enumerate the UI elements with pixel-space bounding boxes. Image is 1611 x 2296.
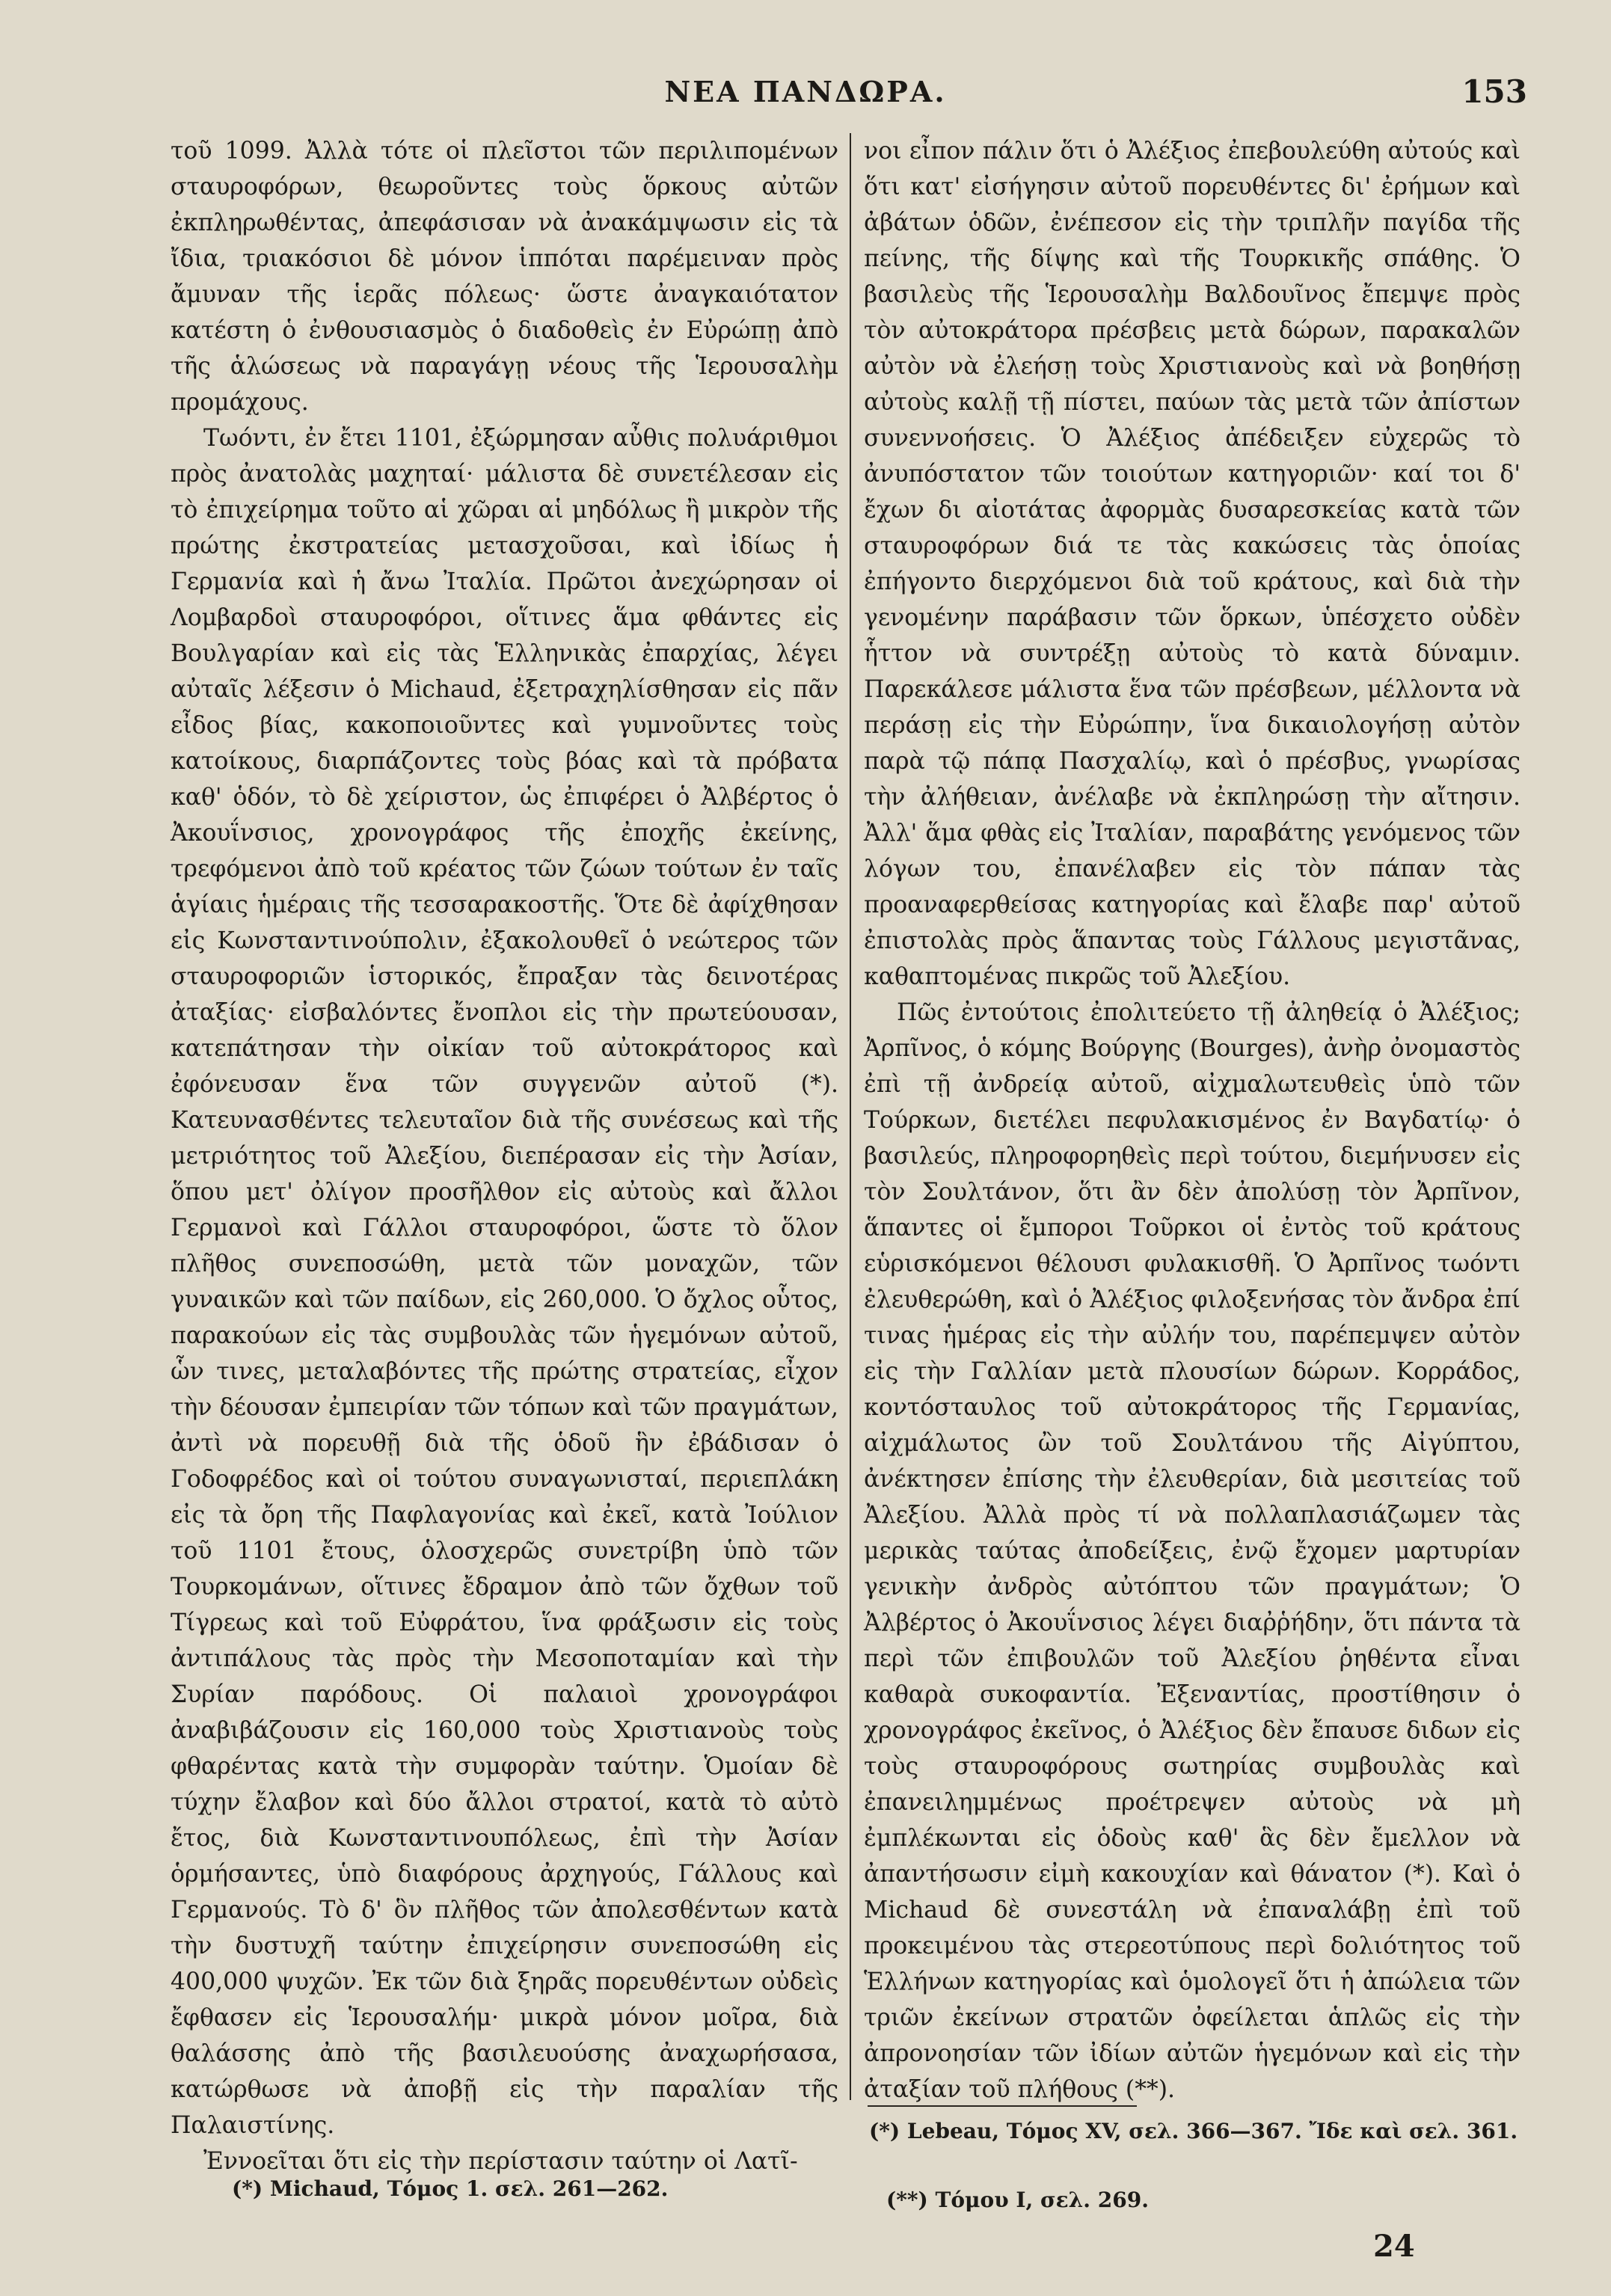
footnote-left: (*) Michaud, Τόμος 1. σελ. 261—262.: [232, 2176, 669, 2201]
signature-mark: 24: [1373, 2229, 1415, 2264]
left-column: [171, 133, 838, 2175]
paragraph: Ἐννοεῖται ὅτι εἰς τὴν περίστασιν ταύτην οἱ Λατῖ-: [203, 2148, 798, 2175]
right-column: [864, 133, 1521, 2103]
running-head: ΝΕΑ ΠΑΝΔΩΡΑ.: [664, 75, 947, 108]
footnote-divider: [868, 2105, 1137, 2107]
paragraph: Τωόντι, ἐν ἔτει 1101, ἐξώρμησαν αὖθις πολυάριθμοι πρὸς ἀνατολὰς μαχηταί· μάλιστα δὲ συνετέλεσαν εἰς τὸ ἐπιχείρημα τοῦτο αἱ χῶραι αἱ μηδόλως ἢ μικρὸν τῆς πρώτης ἐκστρατείας μετασχοῦσαι, καὶ ἰδίως ἡ Γερμανία καὶ ἡ ἄνω Ἰταλία. Πρῶτοι ἀνεχώρησαν οἱ Λομβαρδοὶ σταυροφόροι, οἵτινες ἅμα φθάντες εἰς Βουλγαρίαν καὶ εἰς τὰς Ἑλληνικὰς ἐπαρχίας, λέγει αὐταῖς λέξεσιν ὁ Michaud, ἐξετραχηλίσθησαν εἰς πᾶν εἶδος βίας, κακοποιοῦντες καὶ γυμνοῦντες τοὺς κατοίκους, διαρπάζοντες τοὺς βόας καὶ τὰ πρόβατα καθ' ὁδόν, τὸ δὲ χείριστον, ὡς ἐπιφέρει ὁ Ἀλβέρτος ὁ Ἀκουΐνσιος, χρονογράφος τῆς ἐποχῆς ἐκείνης, τρεφόμενοι ἀπὸ τοῦ κρέατος τῶν ζώων τούτων ἐν ταῖς ἁγίαις ἡμέραις τῆς τεσσαρακοστῆς. Ὅτε δὲ ἀφίχθησαν εἰς Κωνσταντινούπολιν, ἐξακολουθεῖ ὁ νεώτερος τῶν σταυροφοριῶν ἱστορικός, ἔπραξαν τὰς δεινοτέρας ἀταξίας· εἰσβαλόντες ἔνοπλοι εἰς τὴν πρωτεύουσαν, κατεπάτησαν τὴν οἰκίαν τοῦ αὐτοκράτορος καὶ ἐφόνευσαν ἕνα τῶν συγγενῶν αὐτοῦ (*). Κατευνασθέντες τελευταῖον διὰ τῆς συνέσεως καὶ τῆς μετριότητος τοῦ Ἀλεξίου, διεπέρασαν εἰς τὴν Ἀσίαν, ὅπου μετ' ὀλίγον προσῆλθον εἰς αὐτοὺς καὶ ἄλλοι Γερμανοὶ καὶ Γάλλοι σταυροφόροι, ὥστε τὸ ὅλον πλῆθος συνεποσώθη, μετὰ τῶν μοναχῶν, τῶν γυναικῶν καὶ τῶν παίδων, εἰς 260,000. Ὁ ὄχλος οὗτος, παρακούων εἰς τὰς συμβουλὰς τῶν ἡγεμόνων αὐτοῦ, ὧν τινες, μεταλαβόντες τῆς πρώτης στρατείας, εἶχον τὴν δέουσαν ἐμπειρίαν τῶν τόπων καὶ τῶν πραγμάτων, ἀντὶ νὰ πορευθῇ διὰ τῆς ὁδοῦ ἣν ἐβάδισαν ὁ Γοδοφρέδος καὶ οἱ τούτου συναγωνισταί, περιεπλάκη εἰς τὰ ὄρη τῆς Παφλαγονίας καὶ ἐκεῖ, κατὰ Ἰούλιον τοῦ 1101 ἔτους, ὁλοσχερῶς συνετρίβη ὑπὸ τῶν Τουρκομάνων, οἵτινες ἔδραμον ἀπὸ τῶν ὄχθων τοῦ Τίγρεως καὶ τοῦ Εὐφράτου, ἵνα φράξωσιν εἰς τοὺς ἀντιπάλους τὰς πρὸς τὴν Μεσοποταμίαν καὶ τὴν Συρίαν παρόδους. Οἱ παλαιοὶ χρονογράφοι ἀναβιβάζουσιν εἰς 160,000 τοὺς Χριστιανοὺς τοὺς φθαρέντας κατὰ τὴν συμφορὰν ταύτην. Ὁμοίαν δὲ τύχην ἔλαβον καὶ δύο ἄλλοι στρατοί, κατὰ τὸ αὐτὸ ἔτος, διὰ Κωνσταντινουπόλεως, ἐπὶ τὴν Ἀσίαν ὁρμήσαντες, ὑπὸ διαφόρους ἀρχηγούς, Γάλλους καὶ Γερμανούς. Τὸ δ' ὃν πλῆθος τῶν ἀπολεσθέντων κατὰ τὴν δυστυχῆ ταύτην ἐπιχείρησιν συνεποσώθη εἰς 400,000 ψυχῶν. Ἐκ τῶν διὰ ξηρᾶς πορευθέντων οὐδεὶς ἔφθασεν εἰς Ἱερουσαλήμ· μικρὰ μόνον μοῖρα, διὰ θαλάσσης ἀπὸ τῆς βασιλευούσης ἀναχωρήσασα, κατώρθωσε νὰ ἀποβῇ εἰς τὴν παραλίαν τῆς Παλαιστίνης.: [171, 425, 838, 2139]
paragraph: νοι εἶπον πάλιν ὅτι ὁ Ἀλέξιος ἐπεβουλεύθη αὐτούς καὶ ὅτι κατ' εἰσήγησιν αὐτοῦ πορευθέντες δι' ἐρήμων καὶ ἀβάτων ὁδῶν, ἐνέπεσον εἰς τὴν τριπλῆν παγίδα τῆς πείνης, τῆς δίψης καὶ τῆς Τουρκικῆς σπάθης. Ὁ βασιλεὺς τῆς Ἱερουσαλὴμ Βαλδουῖνος ἔπεμψε πρὸς τὸν αὐτοκράτορα πρέσβεις μετὰ δώρων, παρακαλῶν αὐτὸν νὰ ἐλεήσῃ τοὺς Χριστιανοὺς καὶ νὰ βοηθήσῃ αὐτοὺς καλῇ τῇ πίστει, παύων τὰς μετὰ τῶν ἀπίστων συνεννοήσεις. Ὁ Ἀλέξιος ἀπέδειξεν εὐχερῶς τὸ ἀνυπόστατον τῶν τοιούτων κατηγοριῶν· καί τοι δ' ἔχων δι αἰοτάτας ἀφορμὰς δυσαρεσκείας κατὰ τῶν σταυροφόρων διά τε τὰς κακώσεις τὰς ὁποίας ἐπήγοντο διερχόμενοι διὰ τοῦ κράτους, καὶ διὰ τὴν γενομένην παράβασιν τῶν ὅρκων, ὑπέσχετο οὐδὲν ἧττον νὰ συντρέξῃ αὐτοὺς τὸ κατὰ δύναμιν. Παρεκάλεσε μάλιστα ἕνα τῶν πρέσβεων, μέλλοντα νὰ περάσῃ εἰς τὴν Εὐρώπην, ἵνα δικαιολογήσῃ αὐτὸν παρὰ τῷ πάπᾳ Πασχαλίῳ, καὶ ὁ πρέσβυς, γνωρίσας τὴν ἀλήθειαν, ἀνέλαβε νὰ ἐκπληρώσῃ τὴν αἴτησιν. Ἀλλ' ἅμα φθὰς εἰς Ἰταλίαν, παραβάτης γενόμενος τῶν λόγων του, ἐπανέλαβεν εἰς τὸν πάπαν τὰς προαναφερθείσας κατηγορίας καὶ ἔλαβε παρ' αὐτοῦ ἐπιστολὰς πρὸς ἅπαντας τοὺς Γάλλους μεγιστᾶνας, καθαπτομένας πικρῶς τοῦ Ἀλεξίου.: [864, 138, 1521, 990]
footnote-right-2: (**) Τόμου I, σελ. 269.: [886, 2188, 1149, 2212]
paragraph: Πῶς ἐντούτοις ἐπολιτεύετο τῇ ἀληθείᾳ ὁ Ἀλέξιος; Ἀρπῖνος, ὁ κόμης Βούργης (Bourges), ἀνὴρ ὀνομαστὸς ἐπὶ τῇ ἀνδρείᾳ αὐτοῦ, αἰχμαλωτευθεὶς ὑπὸ τῶν Τούρκων, διετέλει πεφυλακισμένος ἐν Βαγδατίῳ· ὁ βασιλεύς, πληροφορηθεὶς περὶ τούτου, διεμήνυσεν εἰς τὸν Σουλτάνον, ὅτι ἂν δὲν ἀπολύσῃ τὸν Ἀρπῖνον, ἅπαντες οἱ ἔμποροι Τοῦρκοι οἱ ἐντὸς τοῦ κράτους εὑρισκόμενοι θέλουσι φυλακισθῆ. Ὁ Ἀρπῖνος τωόντι ἐλευθερώθη, καὶ ὁ Ἀλέξιος φιλοξενήσας τὸν ἄνδρα ἐπί τινας ἡμέρας εἰς τὴν αὐλήν του, παρέπεμψεν αὐτὸν εἰς τὴν Γαλλίαν μετὰ πλουσίων δώρων. Κορράδος, κοντόσταυλος τοῦ αὐτοκράτορος τῆς Γερμανίας, αἰχμάλωτος ὢν τοῦ Σουλτάνου τῆς Αἰγύπτου, ἀνέκτησεν ἐπίσης τὴν ἐλευθερίαν, διὰ μεσιτείας τοῦ Ἀλεξίου. Ἀλλὰ πρὸς τί νὰ πολλαπλασιάζωμεν τὰς μερικὰς ταύτας ἀποδείξεις, ἐνῷ ἔχομεν μαρτυρίαν γενικὴν ἀνδρὸς αὐτόπτου τῶν πραγμάτων; Ὁ Ἀλβέρτος ὁ Ἀκουΐνσιος λέγει διαῤῥήδην, ὅτι πάντα τὰ περὶ τῶν ἐπιβουλῶν τοῦ Ἀλεξίου ῥηθέντα εἶναι καθαρὰ συκοφαντία. Ἐξεναντίας, προστίθησιν ὁ χρονογράφος ἐκεῖνος, ὁ Ἀλέξιος δὲν ἔπαυσε διδων εἰς τοὺς σταυροφόρους σωτηρίας συμβουλὰς καὶ ἐπανειλημμένως προέτρεψεν αὐτοὺς νὰ μὴ ἐμπλέκωνται εἰς ὁδοὺς καθ' ἃς δὲν ἔμελλον νὰ ἀπαντήσωσιν εἰμὴ κακουχίαν καὶ θάνατον (*). Καὶ ὁ Michaud δὲ συνεστάλη νὰ ἐπαναλάβῃ ἐπὶ τοῦ προκειμένου τὰς στερεοτύπους περὶ δολιότητος τοῦ Ἑλλήνων κατηγορίας καὶ ὁμολογεῖ ὅτι ἡ ἀπώλεια τῶν τριῶν ἐκείνων στρατῶν ὀφείλεται ἁπλῶς εἰς τὴν ἀπρονοησίαν τῶν ἰδίων αὐτῶν ἡγεμόνων καὶ εἰς τὴν ἀταξίαν τοῦ πλήθους (**).: [864, 999, 1521, 2103]
page-number: 153: [1461, 73, 1527, 110]
footnote-right-1: (*) Lebeau, Τόμος XV, σελ. 366—367. Ἴδε καὶ σελ. 361.: [869, 2119, 1518, 2143]
column-divider: [850, 133, 851, 2100]
paragraph: τοῦ 1099. Ἀλλὰ τότε οἱ πλεῖστοι τῶν περιλιπομένων σταυροφόρων, θεωροῦντες τοὺς ὅρκους αὐτῶν ἐκπληρωθέντας, ἀπεφάσισαν νὰ ἀνακάμψωσιν εἰς τὰ ἴδια, τριακόσιοι δὲ μόνον ἱππόται παρέμειναν πρὸς ἄμυναν τῆς ἱερᾶς πόλεως· ὥστε ἀναγκαιότατον κατέστη ὁ ἐνθουσιασμὸς ὁ διαδοθεὶς ἐν Εὐρώπῃ ἀπὸ τῆς ἁλώσεως νὰ παραγάγῃ νέους τῆς Ἱερουσαλὴμ προμάχους.: [171, 138, 838, 416]
